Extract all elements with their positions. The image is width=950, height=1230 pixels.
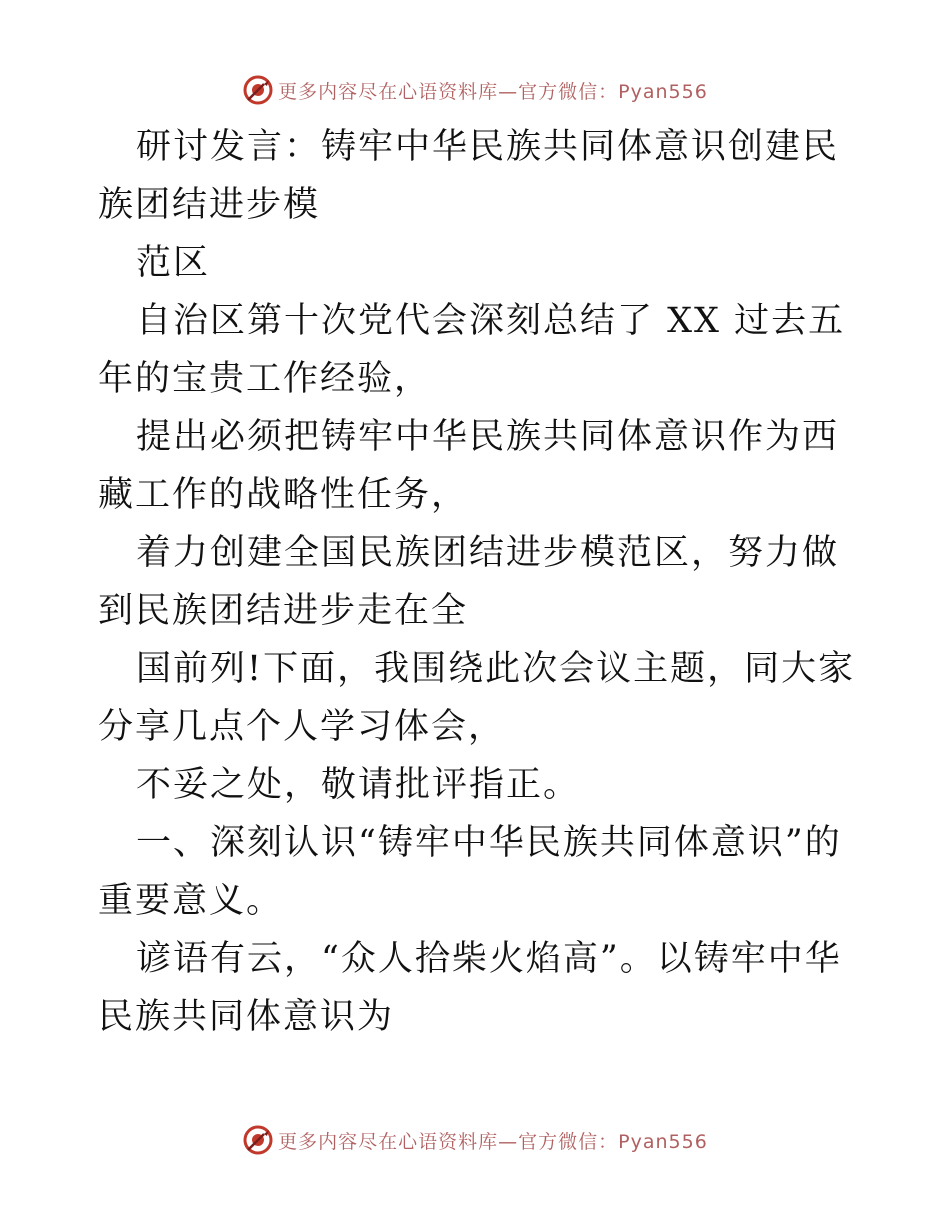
paragraph: 一、深刻认识“铸牢中华民族共同体意识”的重要意义。: [98, 823, 842, 921]
header-banner: [0, 70, 950, 110]
paragraph: 研讨发言：铸牢中华民族共同体意识创建民族团结进步模: [98, 127, 840, 225]
paragraph: 着力创建全国民族团结进步模范区，努力做到民族团结进步走在全: [98, 533, 840, 631]
paragraph: 提出必须把铸牢中华民族共同体意识作为西藏工作的战略性任务，: [98, 417, 840, 515]
footer-banner-text: 更多内容尽在心语资料库—官方微信：Pyan556: [278, 1130, 708, 1153]
footer-banner: [0, 1120, 950, 1160]
paragraph: 不妥之处，敬请批评指正。: [136, 765, 581, 805]
header-banner-text: 更多内容尽在心语资料库—官方微信：Pyan556: [278, 80, 708, 103]
paragraph: 国前列!下面，我围绕此次会议主题，同大家分享几点个人学习体会，: [98, 649, 856, 747]
document-body: [98, 118, 858, 1046]
logo-icon: [242, 1124, 274, 1156]
paragraph: 谚语有云，“众人拾柴火焰高”。以铸牢中华民族共同体意识为: [98, 939, 842, 1037]
paragraph: 自治区第十次党代会深刻总结了 XX 过去五年的宝贵工作经验，: [98, 301, 846, 399]
logo-icon: [242, 74, 274, 106]
paragraph: 范区: [136, 243, 211, 283]
